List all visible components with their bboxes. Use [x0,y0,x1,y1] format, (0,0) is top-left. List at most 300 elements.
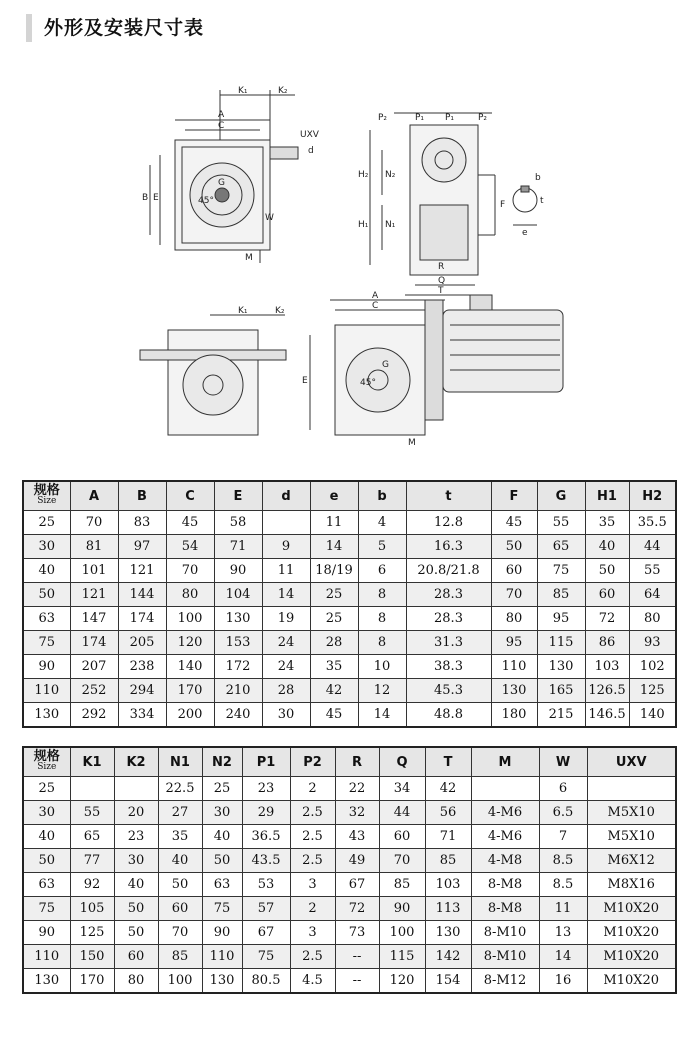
table-cell: 200 [166,703,214,728]
size-cell: 40 [23,825,70,849]
table-cell: 25 [310,583,358,607]
table-cell: 38.3 [406,655,491,679]
table-cell: 60 [491,559,537,583]
label-n1: N₁ [385,220,396,230]
label-c-lower: C [372,301,379,311]
table-cell: 77 [70,849,114,873]
table-cell: 7 [539,825,587,849]
table-cell: 9 [262,535,310,559]
table-cell: 24 [262,631,310,655]
table-cell [587,777,676,801]
hollow-shaft-view [140,315,286,435]
size-cell: 30 [23,801,70,825]
table-cell: 43.5 [242,849,290,873]
table-cell: 153 [214,631,262,655]
table-cell: 48.8 [406,703,491,728]
label-g-lower: G [382,360,389,370]
column-header: b [358,481,406,511]
table-cell: 80.5 [242,969,290,994]
table-cell: 2 [290,897,335,921]
table-cell: M10X20 [587,921,676,945]
title-accent-bar [26,14,32,42]
column-header: N1 [158,747,202,777]
size-cell: 30 [23,535,70,559]
column-header: t [406,481,491,511]
label-a: A [218,110,225,120]
column-header: K2 [114,747,158,777]
table-cell: M10X20 [587,945,676,969]
table-cell: 140 [166,655,214,679]
table-row [23,631,676,655]
label-w: W [265,213,274,223]
table-cell: 6 [539,777,587,801]
table-cell: -- [335,945,379,969]
table-cell: 180 [491,703,537,728]
table-cell: 45 [166,511,214,535]
table-cell: 36.5 [242,825,290,849]
column-header: N2 [202,747,242,777]
label-h2: H₂ [358,170,369,180]
key-detail-view [513,186,537,225]
table-cell: 240 [214,703,262,728]
size-cell: 63 [23,873,70,897]
table-cell: 4 [358,511,406,535]
table-cell [114,777,158,801]
column-header: P1 [242,747,290,777]
label-r: R [438,262,445,272]
table-cell: 11 [539,897,587,921]
table-cell: 24 [262,655,310,679]
table-cell: 130 [491,679,537,703]
table-cell: 12 [358,679,406,703]
table-cell: 120 [379,969,425,994]
table-row [23,969,676,994]
table-header-row [23,747,676,777]
table-cell: 215 [537,703,585,728]
table-cell [262,511,310,535]
table-cell: 40 [158,849,202,873]
table-cell: 103 [585,655,629,679]
label-b: B [142,193,149,203]
table-cell: 70 [70,511,118,535]
label-p1-right: P₁ [445,113,455,123]
column-header: UXV [587,747,676,777]
label-t-small: t [540,196,544,206]
table-cell: 80 [491,607,537,631]
table-cell: 85 [425,849,471,873]
label-k2: K₂ [278,86,288,96]
table-cell: 44 [379,801,425,825]
table-cell: 16 [539,969,587,994]
table-cell: 30 [114,849,158,873]
label-c: C [218,121,225,131]
column-header: H1 [585,481,629,511]
table-cell: 50 [158,873,202,897]
table-cell: -- [335,969,379,994]
label-e-big: E [153,193,159,203]
column-header: M [471,747,539,777]
table-cell: 120 [166,631,214,655]
table-cell: 8 [358,631,406,655]
size-header-zh: 规格 [33,749,60,764]
table-cell: 110 [491,655,537,679]
size-header-zh: 规格 [33,483,60,498]
table-cell: 174 [118,607,166,631]
table-cell: 8.5 [539,849,587,873]
table-cell: 150 [70,945,114,969]
label-q: Q [438,276,446,286]
table-cell: 2 [290,777,335,801]
table-cell: 35 [310,655,358,679]
table-cell: 57 [242,897,290,921]
table-cell: 43 [335,825,379,849]
label-t-big: T [438,286,444,296]
table-cell: 6.5 [539,801,587,825]
table-cell: 25 [202,777,242,801]
table-cell: 90 [202,921,242,945]
table-row [23,849,676,873]
table-cell: 101 [70,559,118,583]
table-cell: 60 [585,583,629,607]
table-cell: 93 [629,631,676,655]
size-cell: 25 [23,511,70,535]
label-p2-right: P₂ [478,113,488,123]
table-cell: 53 [242,873,290,897]
table-cell: 205 [118,631,166,655]
table-cell: 83 [118,511,166,535]
table-cell: 30 [262,703,310,728]
label-d: d [308,146,314,156]
table-row [23,921,676,945]
table-cell [70,777,114,801]
table-cell: 146.5 [585,703,629,728]
table-cell: 25 [310,607,358,631]
table-cell: 2.5 [290,849,335,873]
column-header: G [537,481,585,511]
table-cell: 35.5 [629,511,676,535]
table-cell: 4-M6 [471,825,539,849]
table-cell: 50 [114,921,158,945]
table-cell: 28.3 [406,607,491,631]
gearbox-dimension-drawing [120,85,580,460]
table-cell: 154 [425,969,471,994]
table-cell: 22.5 [158,777,202,801]
table-cell: 32 [335,801,379,825]
table-cell: 70 [379,849,425,873]
table-cell: 130 [214,607,262,631]
table-cell: 16.3 [406,535,491,559]
table-cell: 8-M12 [471,969,539,994]
column-header: F [491,481,537,511]
label-k2-lower: K₂ [275,306,285,316]
table-cell: 50 [202,849,242,873]
table-row [23,679,676,703]
table-cell: M8X16 [587,873,676,897]
table-cell: 102 [629,655,676,679]
column-header: d [262,481,310,511]
table-cell: 27 [158,801,202,825]
table-cell: M5X10 [587,825,676,849]
size-header-en: Size [37,762,57,772]
table-cell: 292 [70,703,118,728]
table-cell: 31.3 [406,631,491,655]
table-cell: 2.5 [290,825,335,849]
table-cell: 14 [358,703,406,728]
table-cell: 85 [158,945,202,969]
label-angle-lower: 45° [360,378,376,388]
table-cell: 55 [537,511,585,535]
table-cell: 8 [358,607,406,631]
size-cell: 25 [23,777,70,801]
size-cell: 50 [23,849,70,873]
size-cell: 90 [23,921,70,945]
size-cell: 110 [23,679,70,703]
table-cell: M10X20 [587,969,676,994]
table-cell: 63 [202,873,242,897]
column-header: T [425,747,471,777]
table-cell: 130 [202,969,242,994]
table-cell: 28.3 [406,583,491,607]
label-p1-left: P₁ [415,113,425,123]
table-cell: 29 [242,801,290,825]
table-cell: 121 [118,559,166,583]
table-cell: 238 [118,655,166,679]
table-cell: 64 [629,583,676,607]
table-cell: 334 [118,703,166,728]
table-cell: 97 [118,535,166,559]
table-row [23,607,676,631]
table-cell: 55 [70,801,114,825]
label-n2: N₂ [385,170,396,180]
table-cell: 100 [379,921,425,945]
table-cell: 174 [70,631,118,655]
table-row [23,583,676,607]
table-cell: 67 [335,873,379,897]
table-cell: 60 [379,825,425,849]
table-cell: 65 [70,825,114,849]
table-cell: 22 [335,777,379,801]
table-cell: 23 [242,777,290,801]
table-cell: 80 [114,969,158,994]
table-cell: 142 [425,945,471,969]
table-cell: 56 [425,801,471,825]
table-cell: 30 [202,801,242,825]
table-cell: 34 [379,777,425,801]
column-header: C [166,481,214,511]
table-cell: 40 [585,535,629,559]
table-cell: 165 [537,679,585,703]
table-cell: 170 [70,969,114,994]
table-cell: 8 [358,583,406,607]
table-cell: 80 [629,607,676,631]
table-cell: 14 [262,583,310,607]
label-uxv: UXV [300,130,319,140]
page-title: 外形及安装尺寸表 [44,17,205,39]
size-cell: 130 [23,969,70,994]
table-cell: 44 [629,535,676,559]
dimension-table-2 [22,746,677,994]
label-f: F [500,200,506,210]
table-cell: 125 [70,921,114,945]
table-cell: 104 [214,583,262,607]
table-cell: 72 [335,897,379,921]
table-cell: 11 [310,511,358,535]
table-cell: 2.5 [290,801,335,825]
table-cell: 50 [491,535,537,559]
table-cell: 75 [202,897,242,921]
table-header-row [23,481,676,511]
table-cell: 70 [166,559,214,583]
label-h1: H₁ [358,220,369,230]
label-e-lower: E [302,376,308,386]
table-cell: 81 [70,535,118,559]
size-cell: 130 [23,703,70,728]
table-cell: 35 [158,825,202,849]
table-cell: 71 [214,535,262,559]
table-cell: 3 [290,873,335,897]
dimension-table-1 [22,480,677,728]
table-cell: 19 [262,607,310,631]
table-cell: 2.5 [290,945,335,969]
table-cell: 14 [310,535,358,559]
table-cell: 40 [114,873,158,897]
table-cell: 100 [166,607,214,631]
table-cell: 103 [425,873,471,897]
table-cell: 50 [114,897,158,921]
table-cell: 144 [118,583,166,607]
table-cell: 80 [166,583,214,607]
table-cell: 4-M8 [471,849,539,873]
table-cell: 71 [425,825,471,849]
table-row [23,655,676,679]
table-cell: 115 [379,945,425,969]
table-cell: 130 [537,655,585,679]
table-cell: 28 [310,631,358,655]
column-header: P2 [290,747,335,777]
table-cell: 100 [158,969,202,994]
table-cell: 60 [114,945,158,969]
column-header: K1 [70,747,114,777]
table-cell: 49 [335,849,379,873]
table-row [23,801,676,825]
table-cell: 95 [491,631,537,655]
table-cell: 5 [358,535,406,559]
size-header-en: Size [37,496,57,506]
table-cell: 8-M8 [471,873,539,897]
size-cell: 75 [23,631,70,655]
table-cell: 105 [70,897,114,921]
column-header: A [70,481,118,511]
table-cell: 11 [262,559,310,583]
size-header [23,481,70,511]
label-k1-lower: K₁ [238,306,248,316]
table-cell: M5X10 [587,801,676,825]
table-cell: 40 [202,825,242,849]
table-cell: 3 [290,921,335,945]
column-header: Q [379,747,425,777]
column-header: E [214,481,262,511]
table-cell: 50 [585,559,629,583]
size-cell: 63 [23,607,70,631]
size-cell: 90 [23,655,70,679]
column-header: e [310,481,358,511]
label-e-small: e [522,228,528,238]
column-header: B [118,481,166,511]
table-cell: 60 [158,897,202,921]
label-g: G [218,178,225,188]
size-cell: 50 [23,583,70,607]
table-row [23,559,676,583]
table-cell: 45 [310,703,358,728]
motor-assembly-view [310,295,563,435]
table-cell: 18/19 [310,559,358,583]
table-row [23,703,676,728]
table-cell: 65 [537,535,585,559]
table-cell: 147 [70,607,118,631]
table-cell: 294 [118,679,166,703]
table-cell: 6 [358,559,406,583]
label-m: M [245,253,253,263]
table-cell: 8-M8 [471,897,539,921]
table-cell: 170 [166,679,214,703]
table-cell: 54 [166,535,214,559]
label-b-small: b [535,173,541,183]
size-cell: 110 [23,945,70,969]
table-row [23,777,676,801]
table-cell: 86 [585,631,629,655]
table-row [23,873,676,897]
table-cell: 45 [491,511,537,535]
column-header: W [539,747,587,777]
label-p2-left: P₂ [378,113,388,123]
table-cell: 130 [425,921,471,945]
table-cell: 4.5 [290,969,335,994]
table-cell: 14 [539,945,587,969]
table-cell: 55 [629,559,676,583]
table-cell: 23 [114,825,158,849]
table-cell: 90 [214,559,262,583]
table-cell: 20.8/21.8 [406,559,491,583]
table-cell: 72 [585,607,629,631]
table-cell: 12.8 [406,511,491,535]
label-m-lower: M [408,438,416,448]
column-header: H2 [629,481,676,511]
table-cell: 8-M10 [471,921,539,945]
table-cell: 75 [537,559,585,583]
table-cell: 115 [537,631,585,655]
table-cell: 4-M6 [471,801,539,825]
table-cell: 126.5 [585,679,629,703]
side-view [370,113,495,295]
table-cell: 10 [358,655,406,679]
column-header: R [335,747,379,777]
table-cell: 28 [262,679,310,703]
table-row [23,825,676,849]
table-cell: 90 [379,897,425,921]
table-cell: 58 [214,511,262,535]
table-cell: 121 [70,583,118,607]
table-cell: M10X20 [587,897,676,921]
table-cell: 13 [539,921,587,945]
table-cell: 70 [158,921,202,945]
label-a-lower: A [372,291,379,301]
table-cell: 35 [585,511,629,535]
table-cell: 67 [242,921,290,945]
table-cell: 92 [70,873,114,897]
table-cell: 45.3 [406,679,491,703]
table-row [23,897,676,921]
label-k1: K₁ [238,86,248,96]
